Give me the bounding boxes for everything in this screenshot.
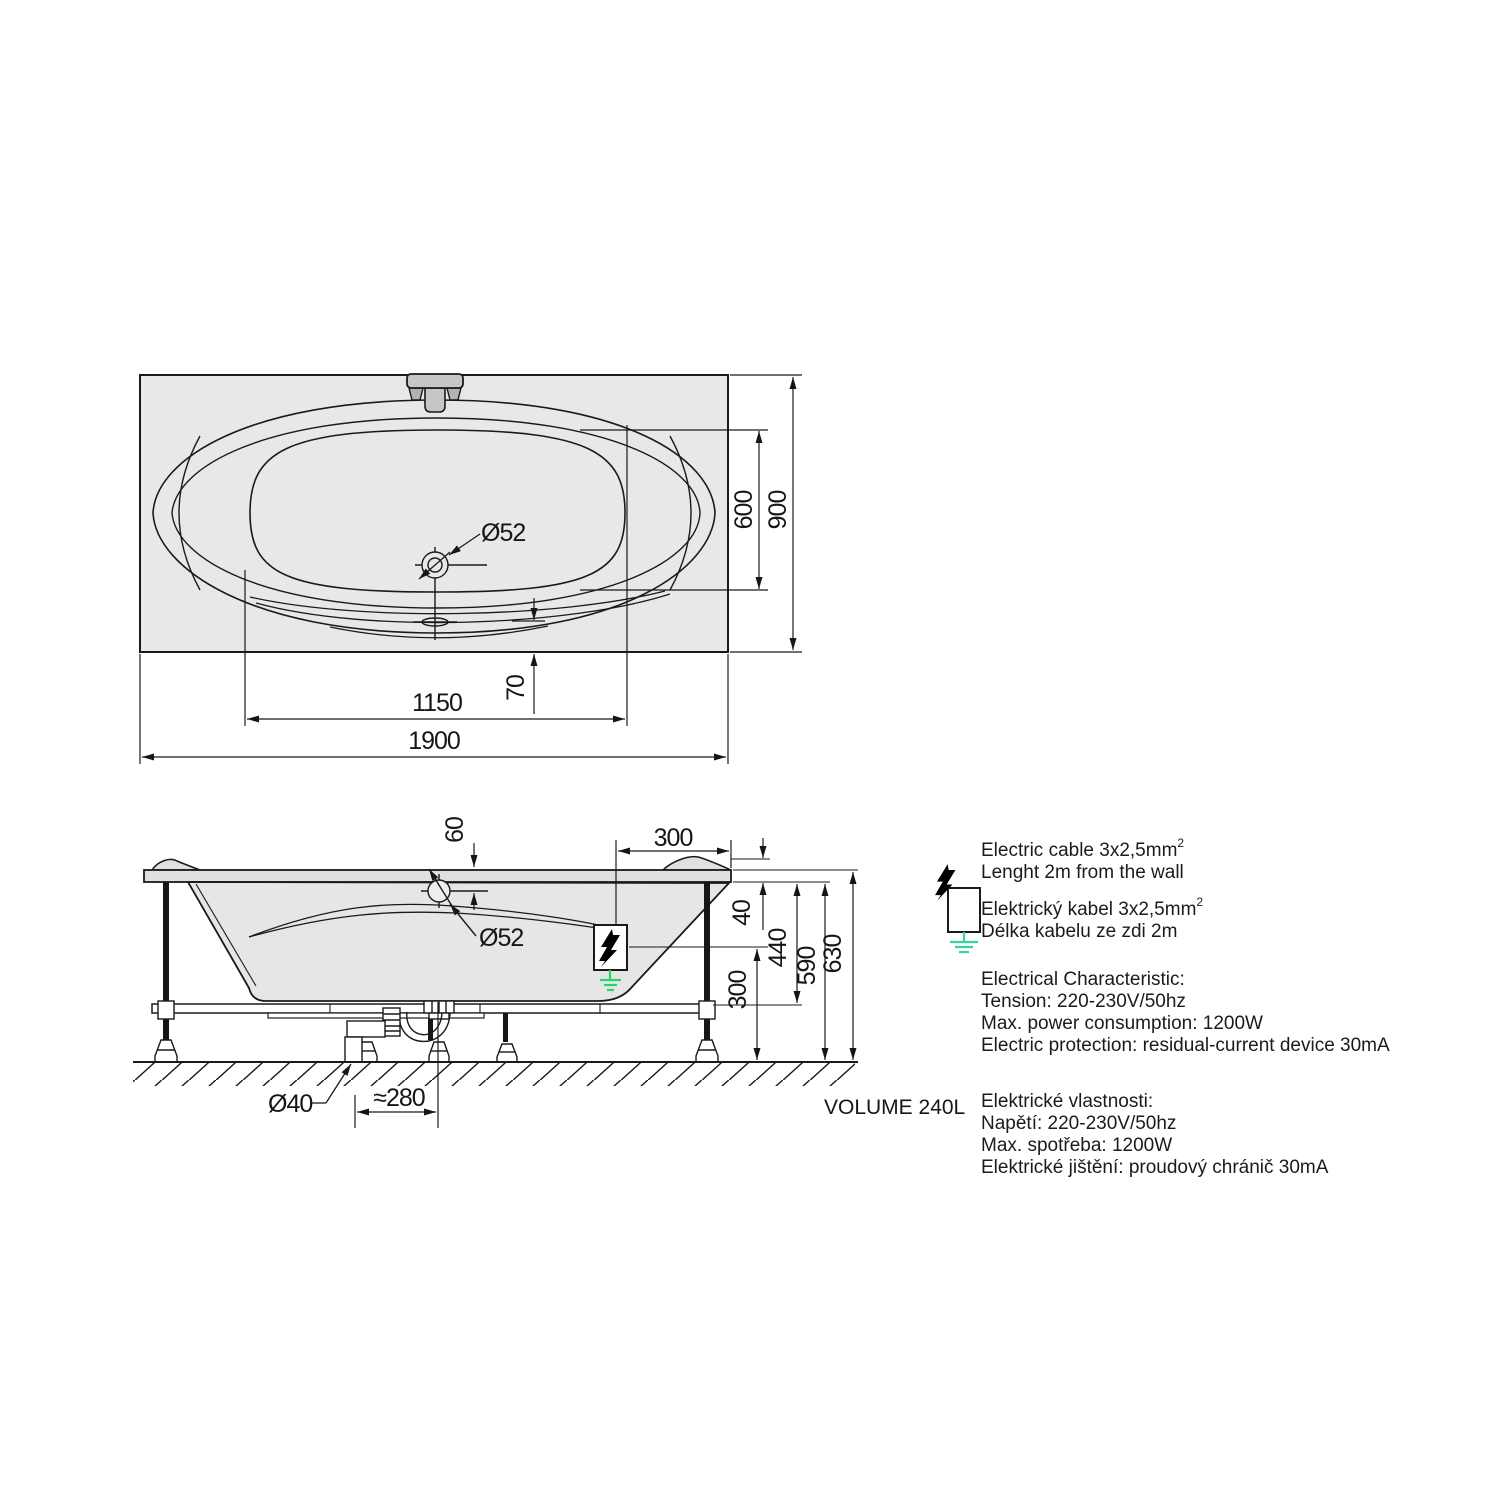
dim-300-right-label: 300 (724, 970, 752, 1010)
right-bracket (699, 1001, 715, 1019)
faucet-handle-left (409, 388, 423, 400)
dim-900-label: 900 (764, 490, 792, 530)
cz-cable-note (981, 894, 1451, 943)
top-drain-dia-label: Ø52 (481, 519, 526, 547)
cz-title: Elektrické vlastnosti: (981, 1091, 1154, 1112)
cz-cable-line2: Délka kabelu ze zdi 2m (981, 921, 1178, 942)
left-bracket (158, 1001, 174, 1019)
en-power: Max. power consumption: 1200W (981, 1013, 1263, 1034)
dim-600-label: 600 (730, 490, 758, 530)
tub-footprint (140, 375, 728, 652)
mid-rod-3 (503, 1012, 508, 1042)
cz-cable-line1: Elektrický kabel 3x2,5mm (981, 899, 1197, 920)
en-cable-sup: 2 (1177, 835, 1185, 850)
top-view (140, 374, 802, 764)
dim-70-label: 70 (502, 675, 530, 701)
dim-1900-label: 1900 (408, 727, 460, 755)
dim-40-label: 40 (728, 900, 756, 926)
en-electrical-characteristics (981, 969, 1451, 1057)
cz-protection: Elektrické jištění: proudový chránič 30mA (981, 1157, 1329, 1178)
electrical-notes (981, 835, 1451, 1194)
dim-300-top-label: 300 (653, 824, 693, 852)
cz-power: Max. spotřeba: 1200W (981, 1135, 1173, 1156)
side-view (133, 817, 965, 1128)
floor-hatching (133, 1063, 855, 1086)
cz-electrical-characteristics (981, 1091, 1451, 1179)
dim-630-label: 630 (819, 934, 847, 974)
dim-280-label: ≈280 (373, 1084, 425, 1112)
rim-bump-right (663, 857, 731, 870)
en-cable-line2: Lenght 2m from the wall (981, 862, 1184, 883)
legend-ground-symbol-icon (950, 932, 978, 952)
feet (155, 1040, 718, 1062)
cz-tension: Napětí: 220-230V/50hz (981, 1113, 1177, 1134)
legend-box (948, 888, 980, 932)
faucet-bar (407, 374, 463, 388)
en-tension: Tension: 220-230V/50hz (981, 991, 1186, 1012)
rim-bump-left (152, 859, 200, 870)
en-cable-note (981, 835, 1451, 884)
faucet-body (425, 388, 445, 412)
en-title: Electrical Characteristic: (981, 969, 1185, 990)
en-cable-line1: Electric cable 3x2,5mm (981, 840, 1178, 861)
waste-dia-label: Ø40 (268, 1090, 313, 1118)
en-protection: Electric protection: residual-current device 30mA (981, 1035, 1390, 1056)
floor (133, 1062, 858, 1086)
dim-1150-label: 1150 (412, 689, 462, 717)
dim-590-label: 590 (793, 946, 821, 986)
dim-60-label: 60 (441, 817, 469, 843)
pipe-vertical (345, 1037, 362, 1062)
frame-bar-lower (268, 1013, 484, 1018)
volume-label: VOLUME 240L (824, 1096, 966, 1119)
faucet-handle-right (447, 388, 461, 400)
side-drain-dia-label: Ø52 (479, 924, 524, 952)
pipe-horizontal (347, 1021, 385, 1037)
cz-cable-sup: 2 (1196, 894, 1204, 909)
dim-440-label: 440 (764, 928, 792, 968)
basin-body (188, 882, 729, 1001)
legend-electric-icon (935, 864, 980, 952)
